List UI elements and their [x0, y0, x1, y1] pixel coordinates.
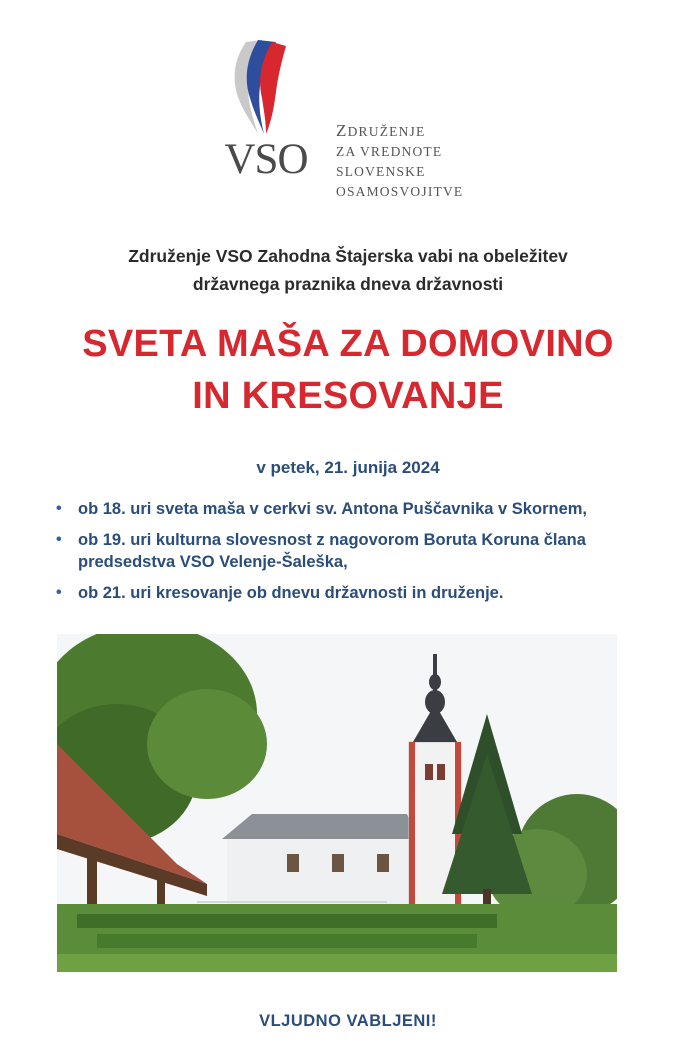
event-text: ob 19. uri kulturna slovesnost z nagovorom Boruta Koruna člana predsedstva VSO Velenje-Šaleška, [78, 531, 586, 571]
headline-line: SVETA MAŠA ZA DOMOVINO [82, 323, 614, 365]
event-schedule-list [48, 498, 668, 613]
intro-line: Združenje VSO Zahodna Štajerska vabi na obeležitev [128, 246, 568, 266]
bullet-icon: • [56, 500, 62, 517]
headline-line: IN KRESOVANJE [192, 375, 504, 417]
logo-name-line: ZA VREDNOTE [336, 144, 443, 159]
bullet-icon: • [56, 584, 62, 601]
list-item [48, 498, 668, 520]
intro-line: državnega praznika dneva državnosti [192, 274, 504, 294]
church-photo [57, 634, 617, 972]
list-item [48, 529, 668, 573]
logo-organization-name [336, 121, 463, 202]
logo-name-line: SLOVENSKE [336, 164, 426, 179]
list-item [48, 582, 668, 604]
vso-logo [218, 36, 478, 206]
bullet-icon: • [56, 531, 62, 548]
event-text: ob 18. uri sveta maša v cerkvi sv. Antona Puščavnika v Skornem, [78, 500, 587, 518]
event-headline [20, 318, 676, 422]
logo-name-line: OSAMOSVOJITVE [336, 184, 464, 199]
closing-text: VLJUDNO VABLJENI! [259, 1012, 437, 1030]
event-text: ob 21. uri kresovanje ob dnevu državnosti in druženje. [78, 584, 504, 602]
event-date: v petek, 21. junija 2024 [256, 458, 440, 477]
logo-acronym: VSO [224, 136, 308, 183]
flag-ribbon-icon [228, 36, 288, 136]
logo-name-line: ZDRUŽENJE [336, 121, 426, 140]
church-landscape-image [57, 634, 617, 972]
invitation-intro [40, 242, 656, 298]
